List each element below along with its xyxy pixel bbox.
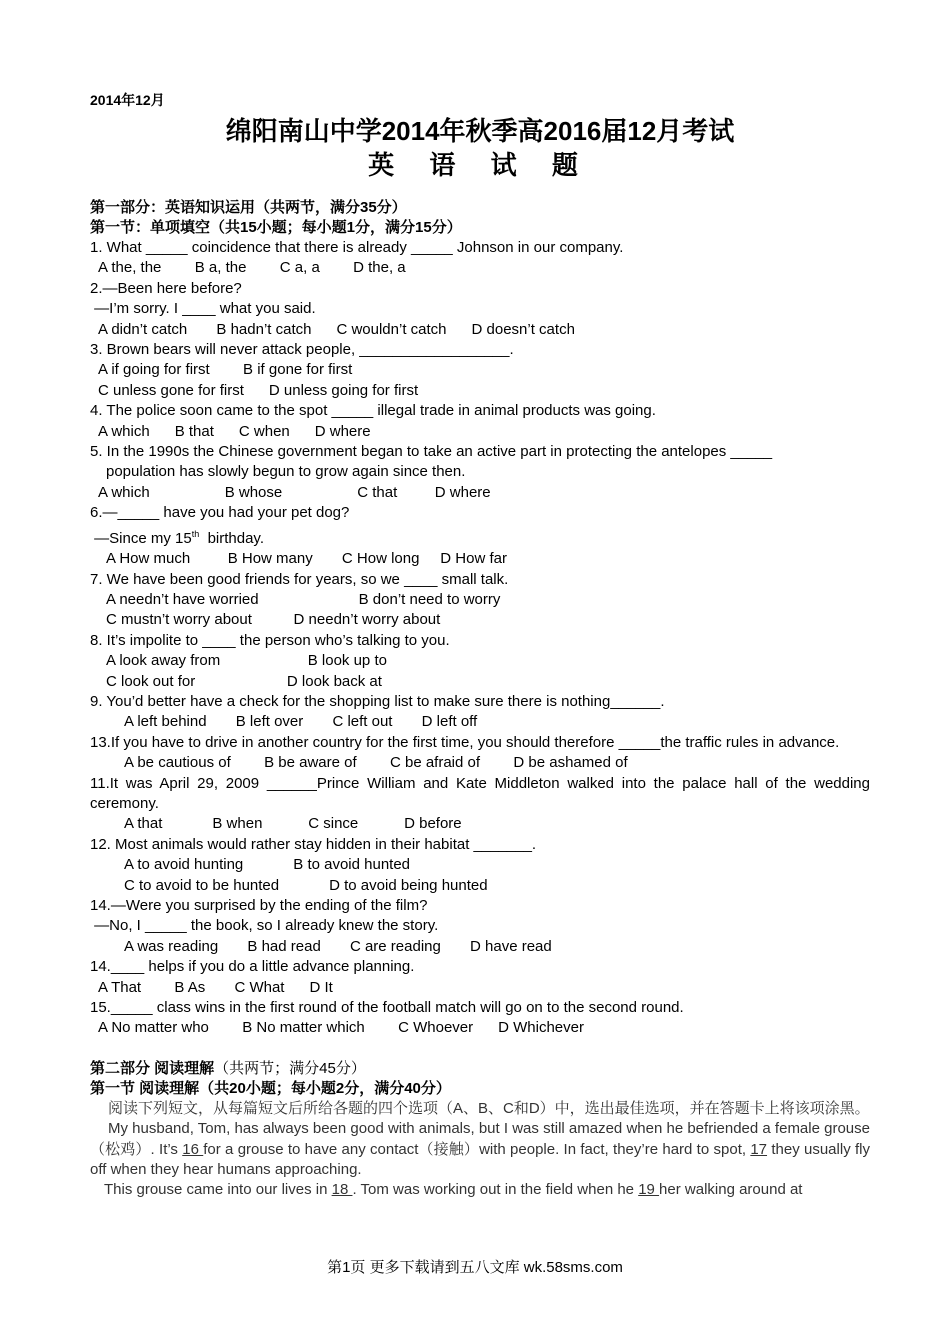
exam-subtitle: 英 语 试 题	[368, 150, 592, 180]
question-options: A if going for first B if gone for first	[98, 361, 353, 379]
question-options: C mustn’t worry about D needn’t worry about	[106, 611, 441, 629]
question-stem: 13.If you have to drive in another country for the first time, you should therefore _____the traffic rules in advance.	[90, 733, 840, 751]
blank-18: 18	[331, 1181, 353, 1199]
question-stem: 11.It was April 29, 2009 ______Prince William and Kate Middleton walked into the palace hall of the wedding ceremony.	[90, 774, 870, 812]
question-extra	[90, 524, 870, 549]
question-options: A which B whose C that D where	[98, 483, 491, 501]
question-options: C to avoid to be hunted D to avoid being hunted	[124, 876, 488, 894]
question-options: A No matter who B No matter which C Whoever D Whichever	[98, 1019, 584, 1037]
question-options: A the, the B a, the C a, a D the, a	[98, 259, 406, 277]
question-stem: 7. We have been good friends for years, so we ____ small talk.	[90, 570, 509, 588]
question-options: A look away from B look up to	[106, 652, 387, 670]
paragraph-text: This grouse came into our lives in	[104, 1181, 332, 1199]
exam-date: 2014年12月	[90, 92, 165, 108]
question-options: A that B when C since D before	[124, 815, 462, 833]
question-stem: 3. Brown bears will never attack people, __________________.	[90, 341, 514, 359]
question-stem: 14.—Were you surprised by the ending of the film?	[90, 897, 428, 914]
blank-17: 17	[750, 1140, 768, 1158]
paragraph-text: for a grouse to have any contact（接触）with people. In fact, they’re hard to spot,	[203, 1140, 751, 1158]
part2-heading-bold: 第二部分 阅读理解	[90, 1059, 215, 1077]
question-stem: 9. You’d better have a check for the shopping list to make sure there is nothing______.	[90, 692, 665, 710]
question-options: A to avoid hunting B to avoid hunted	[124, 856, 411, 874]
reading-paragraph	[90, 1119, 870, 1180]
superscript: th	[191, 528, 200, 539]
question-options: A be cautious of B be aware of C be afraid of D be ashamed of	[124, 754, 628, 772]
part2-heading	[90, 1059, 870, 1079]
question-stem: 1. What _____ coincidence that there is already _____ Johnson in our company.	[90, 239, 624, 256]
question-stem: 6.—_____ have you had your pet dog?	[90, 504, 350, 522]
question-options: A was reading B had read C are reading D have read	[124, 937, 552, 955]
paragraph-text: they usually fly off when they hear humans approaching.	[90, 1140, 870, 1179]
exam-title: 绵阳南山中学2014年秋季高2016届12月考试	[225, 116, 735, 146]
question-stem: 12. Most animals would rather stay hidden in their habitat _______.	[90, 835, 537, 853]
question-options: A which B that C when D where	[98, 422, 371, 440]
question-options: A didn’t catch B hadn’t catch C wouldn’t catch D doesn’t catch	[98, 320, 575, 338]
question-options: C unless gone for first D unless going for first	[98, 381, 419, 399]
question-stem: 14.____ helps if you do a little advance planning.	[90, 958, 415, 976]
question-extra: —No, I _____ the book, so I already knew the story.	[90, 917, 439, 935]
question-options: C look out for D look back at	[106, 672, 382, 690]
question-extra-text: —Since my 15	[90, 529, 192, 547]
question-stem: 15._____ class wins in the first round of the football match will go on to the second round.	[90, 999, 684, 1017]
blank-19: 19	[638, 1181, 660, 1199]
question-options: A needn’t have worried B don’t need to worry	[106, 590, 501, 608]
question-stem: 5. In the 1990s the Chinese government began to take an active part in protecting the antelopes _____	[90, 443, 773, 461]
paragraph-text: My husband, Tom, has always been good with animals, but I was still amazed when he befriended a female grouse（松鸡）. It’s	[90, 1120, 870, 1158]
question-extra-text: birthday.	[199, 529, 264, 547]
question-stem: 2.—Been here before?	[90, 279, 242, 297]
question-stem: 8. It’s impolite to ____ the person who’s talking to you.	[90, 631, 450, 649]
reading-instruction: 阅读下列短文，从每篇短文后所给各题的四个选项（A、B、C和D）中，选出最佳选项，并在答题卡上将该项涂黑。	[108, 1099, 870, 1117]
exam-page	[90, 90, 870, 1201]
part2-section-heading: 第一节 阅读理解（共20小题；每小题2分，满分40分）	[90, 1079, 451, 1097]
question-options: A left behind B left over C left out D left off	[124, 713, 478, 731]
question-extra: population has slowly begun to grow again since then.	[106, 463, 466, 481]
question-options: A How much B How many C How long D How far	[106, 550, 507, 568]
part1-section-heading: 第一节：单项填空（共15小题；每小题1分，满分15分）	[90, 219, 462, 236]
reading-paragraph	[90, 1180, 870, 1200]
blank-16: 16	[182, 1140, 204, 1158]
question-extra: —I’m sorry. I ____ what you said.	[90, 300, 316, 318]
page-footer: 第1页 更多下载请到五八文库 wk.58sms.com	[327, 1259, 623, 1276]
paragraph-text: her walking around at	[659, 1181, 803, 1199]
part1-heading: 第一部分：英语知识运用（共两节，满分35分）	[90, 199, 407, 216]
part2-heading-rest: （共两节；满分45分）	[214, 1059, 366, 1077]
paragraph-text: . Tom was working out in the field when he	[352, 1181, 639, 1199]
question-options: A That B As C What D It	[98, 978, 333, 996]
question-stem: 4. The police soon came to the spot _____ illegal trade in animal products was going.	[90, 402, 656, 420]
